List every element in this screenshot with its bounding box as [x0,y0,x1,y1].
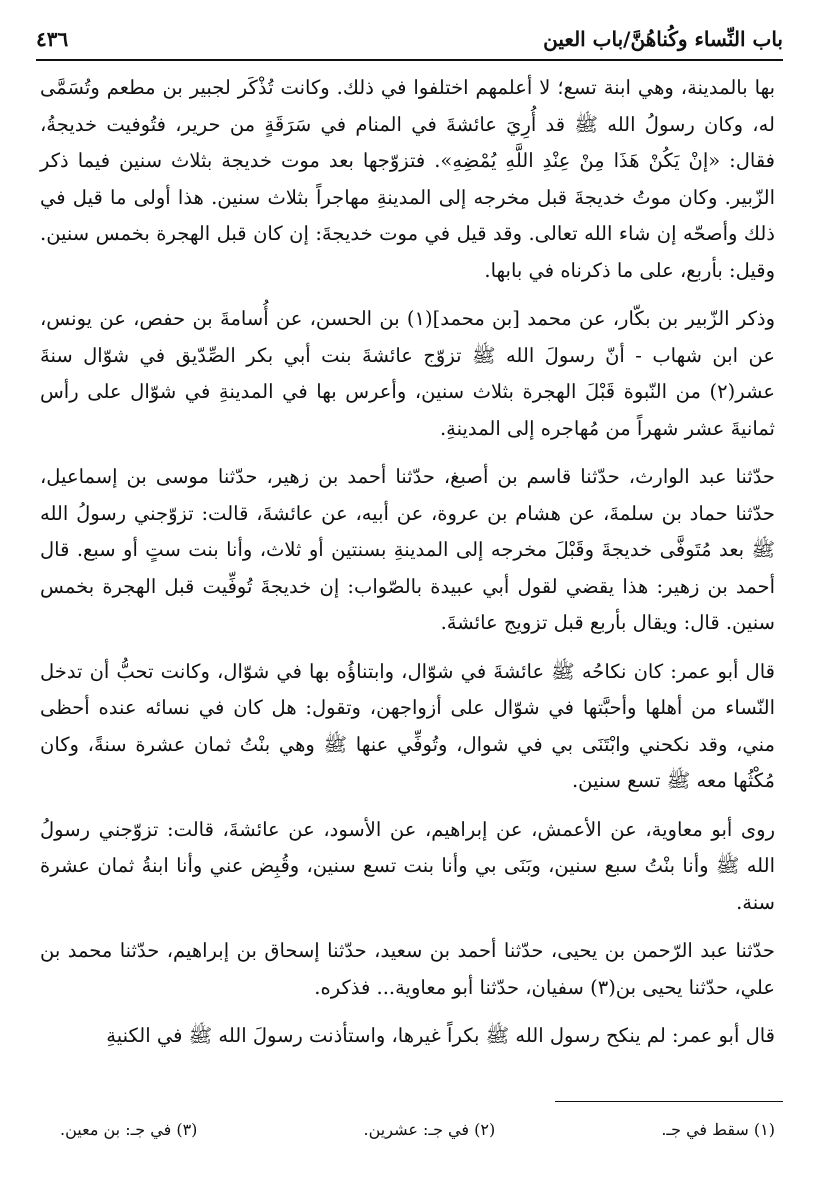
paragraph: قال أبو عمر: كان نكاحُه ﷺ عائشةَ في شوّال، وابتناؤُه بها في شوّال، وكانت تحبُّ أن تدخل النّساء من أهلها وأحبَّتها في شوّال على أزواجهن، وتقول: هل كان في نسائه عنده أحظى مني، وقد نكحني وابْتَنَى بي في شوال، وتُوفِّي عنها ﷺ وهي بنْتُ ثمان عشرة سنةً، وكان مُكْثُها معه ﷺ تسع سنين. [40,659,775,792]
header-divider [36,59,783,61]
paragraph: بها بالمدينة، وهي ابنة تسع؛ لا أعلمهم اختلفوا في ذلك. وكانت تُذْكَر لجبير بن مطعم وتُسَمَّى له، وكان رسولُ الله ﷺ قد أُرِيَ عائشةَ في المنام في سَرَقَةٍ من حرير، فتُوفيت خديجةُ، فقال: «إنْ يَكُنْ هَذَا مِنْ عِنْدِ اللَّهِ يُمْضِهِ». فتزوّجها بعد موت خديجة بثلاث سنين فيما ذكر الزّبير. وكان موتُ خديجةَ قبل مخرجه إلى المدينةِ مهاجراً بثلاث سنين. هذا أولى ما قيل في ذلك وأصحّه إن شاء الله تعالى. وقد قيل في موت خديجةَ: إن كان قبل الهجرة بخمس سنين. وقيل: بأربع، على ما ذكرناه في بابها. [40,76,775,282]
header-title: باب النِّساء وكُناهُنَّ/باب العين [543,27,783,51]
main-text [40,70,775,1055]
footnote: (١) سقط في جـ. [661,1120,775,1139]
paragraph: وذكر الزّبير بن بكّار، عن محمد [بن محمد](١) بن الحسن، عن أُسامةَ بن حفص، عن يونس، عن ابن شهاب - أنّ رسولَ الله ﷺ تزوّج عائشةَ بنت أبي بكر الصِّدّيق في شوّال سنةَ عشر(٢) من النّبوة قَبْلَ الهجرة بثلاث سنين، وأعرس بها في المدينةِ في شوّال على رأس ثمانيةَ عشر شهراً من مُهاجره إلى المدينةِ. [40,307,776,440]
page-header [36,22,783,56]
footnotes [60,1118,775,1142]
footnote: (٣) في جـ: بن معين. [60,1120,198,1139]
page-number: ٤٣٦ [36,27,69,51]
paragraph: حدّثنا عبد الوارث، حدّثنا قاسم بن أصبغ، حدّثنا أحمد بن زهير، حدّثنا موسى بن إسماعيل، حدّثنا حماد بن سلمةَ، عن هشام بن عروة، عن أبيه، عن عائشةَ، قالت: تزوّجني رسولُ الله ﷺ بعد مُتَوفَّى خديجةَ وقَبْلَ مخرجه إلى المدينةِ بسنتين أو ثلاث، وأنا بنت ستٍ أو سبع. قال أحمد بن زهير: هذا يقضي لقول أبي عبيدة بالصّواب: إن خديجةَ تُوفِّيت قبل الهجرة بخمس سنين. قال: ويقال بأربع قبل تزويج عائشةَ. [40,465,775,634]
paragraph: قال أبو عمر: لم ينكح رسول الله ﷺ بكراً غيرها، واستأذنت رسولَ الله ﷺ في الكنيةِ [106,1024,775,1047]
footnote-divider [555,1101,783,1102]
paragraph: روى أبو معاوية، عن الأعمش، عن إبراهيم، عن الأسود، عن عائشةَ، قالت: تزوّجني رسولُ الله ﷺ وأنا بنْتُ سبع سنين، وبَنَى بي وأنا بنت تسع سنين، وقُبِض عني وأنا ابنةُ ثمان عشرة سنة. [40,817,775,914]
paragraph: حدّثنا عبد الرّحمن بن يحيى، حدّثنا أحمد بن سعيد، حدّثنا إسحاق بن إبراهيم، حدّثنا محمد بن علي، حدّثنا يحيى بن(٣) سفيان، حدّثنا أبو معاوية... فذكره. [40,939,775,999]
footnote: (٢) في جـ: عشرين. [363,1120,496,1139]
